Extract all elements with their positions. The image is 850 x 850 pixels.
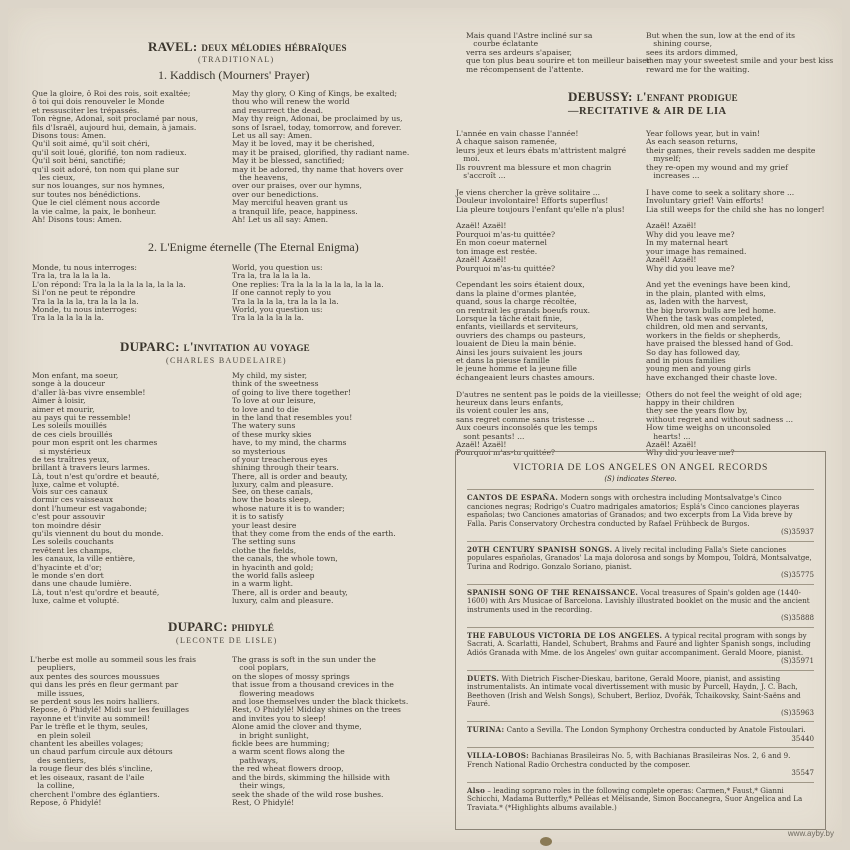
entry-heading: TURINA: bbox=[467, 725, 505, 734]
lyrics-english: My child, my sister, think of the sweetness of going to live there together! To love at our leisure, to love and to die in the land that resembles you! The watery suns of these murky skies have, to my mind, the charms so mysterious of your treacherous eyes shining through their tears. There, all is order and beauty, luxury, calm and pleasure. bbox=[232, 371, 353, 490]
entry-description: A lively recital including Falla's Siete canciones populares españolas, Granados' La maja dolorosa and songs by Mompou, Toldrá, Montsalvatge, Turina and Rodrigo. Gonzalo Soriano, pianist. bbox=[467, 544, 812, 571]
catalog-number: (S)35971 bbox=[781, 656, 814, 665]
composer-name: DEBUSSY: bbox=[568, 89, 633, 104]
work-subtitle: (TRADITIONAL) bbox=[198, 55, 275, 64]
lyrics-french: Que la gloire, ô Roi des rois, soit exaltée; ô toi qui dois renouveler le Monde et ressusciter les trépassés. Ton règne, Adonaï, soit proclamé par nous, fils d'Israël, aujourd hui, demain, à jamais. Disons tous: Amen. Qu'il soit aimé, qu'il soit chéri, qu'il soit loué, glorifié, ton nom radieux. Qu'il soit béni, sanctifié; qu'il soit adoré, ton nom qui plane sur les cieux, sur nos louanges, sur nos hymnes, sur toutes nos bénédictions. Que le ciel clément nous accorde la vie calme, la paix, le bonheur. Ah! Disons tous: Amen. bbox=[32, 89, 198, 225]
lyrics-french: L'année en vain chasse l'année! A chaque saison ramenée, leurs jeux et leurs ébats m'attristent malgré moi. Ils rouvrent ma blessure et mon chagrin s'accroît ... Je viens chercher la grève solitaire ... Douleur involontaire! Efforts superflus! Lia pleure toujours l'enfant qu'elle n'a plus! Azaël! Azaël! Pourquoi m'as-tu quittée? En mon coeur maternel ton image est restée. Azaël! Azaël! Pourquoi m'as-tu quittée? Cependant les soirs étaient doux, dans la plaine d'ormes plantée, quand, sous la charge récoltée, on rentrait les grands boeufs roux. Lorsque la tâche était finie, enfants, vieillards et serviteurs, ouvriers des champs ou pasteurs, louaient de Dieu la main bénie. Ainsi les jours suivaient les jours et dans la pieuse famille le jeune homme et la jeune fille échangeaient leurs chastes amours. D'autres ne sentent pas le poids de la vieillesse; heureux dans leurs enfants, ils voient couler les ans, sans regret comme sans tristesse ... Aux coeurs inconsolés que les temps sont pesants! ... Azaël! Azaël! Pourquoi m'as-tu quittée? bbox=[456, 129, 642, 458]
catalog-number: 35547 bbox=[791, 768, 814, 777]
work-title: deux mélodies hébraïques bbox=[201, 39, 347, 54]
song-title-enigme: 2. L'Enigme éternelle (The Eternal Enigma) bbox=[148, 240, 359, 254]
catalog-number: (S)35963 bbox=[781, 707, 814, 717]
lyrics-french-continued: Mais quand l'Astre incliné sur sa courbe éclatante verra ses ardeurs s'apaiser, que ton plus beau sourire et ton meilleur baiser me récompensent de l'attente. bbox=[466, 31, 651, 74]
catalog-entry bbox=[467, 721, 814, 747]
lyrics-english: Year follows year, but in vain! As each season returns, their games, their revels sadden me despite myself; they re-open my wound and my grief increases ... I have come to seek a solitary shore ... Involuntary grief! Vain efforts! Lia still weeps for the child she has no longer! Azaël! Azaël! Why did you leave me? In my maternal heart your image has remained. Azaël! Azaël! Why did you leave me? And yet the evenings have been kind, in the plain, planted with elms, as, laden with the harvest, the big brown bulls are led home. When the task was completed, children, old men and servants, workers in the fields or shepherds, have praised the blessed hand of God. So day has followed day, and in pious families young men and young girls have exchanged their chaste love. Others do not feel the weight of old age; happy in their children they see the years flow by, without regret and without sadness ... How time weighs on unconsoled hearts! ... Azaël! Azaël! Why did you leave me? bbox=[646, 129, 825, 458]
catalog-number: (S)35937 bbox=[781, 527, 814, 536]
catalog-title: VICTORIA DE LOS ANGELES ON ANGEL RECORDS bbox=[512, 462, 769, 473]
catalog-entry bbox=[467, 782, 814, 817]
entry-description: – leading soprano roles in the following complete operas: Carmen,* Faust,* Gianni Schicchi, Madama Butterfly,* Pelléas et Mélisande, Simon Boccanegra, Suor Angelica and La Traviata.* (*Highlights albums available.) bbox=[467, 785, 803, 812]
entry-heading: THE FABULOUS VICTORIA DE LOS ANGELES. bbox=[467, 630, 663, 640]
lyrics-english-continued: But when the sun, low at the end of its shining course, sees its ardors dimmed, then may your sweetest smile and your best kiss reward me for the waiting. bbox=[646, 31, 834, 74]
catalog-number: (S)35775 bbox=[781, 570, 814, 579]
work-subtitle: (CHARLES BAUDELAIRE) bbox=[166, 356, 287, 365]
angel-logo-icon bbox=[540, 837, 552, 846]
lyrics-french: Monde, tu nous interroges: Tra la, tra la la la la. L'on répond: Tra la la la la la la, la la la. Si l'on ne peut te répondre Tra la la la la, tra la la la la. Monde, tu nous interroges: Tra la la la la la la. bbox=[32, 263, 186, 323]
watermark: www.ayby.by bbox=[787, 829, 834, 838]
entry-heading: CANTOS DE ESPAÑA. bbox=[467, 493, 559, 502]
lyrics-french: Mon enfant, ma soeur, songe à la douceur d'aller là-bas vivre ensemble! Aimer à loisir, aimer et mourir, au pays qui te ressemble! Les soleils mouillés de ces ciels brouillés pour mon esprit ont les charmes si mystérieux de tes traîtres yeux, brillant à travers leurs larmes. Là, tout n'est qu'ordre et beauté, luxe, calme et volupté. bbox=[32, 371, 160, 490]
entry-description: Modern songs with orchestra including Montsalvatge's Cinco canciones negras; Rodrigo's Cuatro madrigales amatorios; Esplá's Cinco canciones playeras españolas; two Canciones amatorias of Granados; and two excerpts from La Vida breve by Falla. Paris Conservatory Orchestra conducted by Rafael Frühbeck de Burgos. bbox=[467, 493, 800, 528]
record-sleeve-back bbox=[8, 8, 842, 842]
catalog-entry bbox=[467, 541, 814, 584]
work-subtitle: —RECITATIVE & AIR DE LIA bbox=[568, 106, 727, 117]
lyrics-french: Vois sur ces canaux dormir ces vaisseaux dont l'humeur est vagabonde; c'est pour assouvir ton moindre désir qu'ils viennent du bout du monde. Les soleils couchants revêtent les champs, les canaux, la ville entière, d'hyacinte et d'or; le monde s'en dort dans une chaude lumière. Là, tout n'est qu'ordre et beauté, luxe, calme et volupté. bbox=[32, 487, 164, 606]
entry-heading: DUETS. bbox=[467, 673, 500, 683]
debussy-heading bbox=[568, 88, 738, 106]
entry-heading: SPANISH SONG OF THE RENAISSANCE. bbox=[467, 587, 639, 597]
catalog-number: (S)35888 bbox=[781, 613, 814, 622]
catalog-entry bbox=[467, 670, 814, 722]
angel-records-catalog bbox=[455, 451, 826, 830]
work-title: l'enfant prodigue bbox=[636, 89, 738, 104]
entry-heading: 20TH CENTURY SPANISH SONGS. bbox=[467, 544, 613, 554]
entry-description: Canto a Sevilla. The London Symphony Orchestra conducted by Anatole Fistoulari. bbox=[506, 725, 806, 734]
lyrics-english: World, you question us: Tra la, tra la la la la. One replies: Tra la la la la la la, la la la. If one cannot reply to you Tra la la la la, tra la la la la. World, you question us: Tra la la la la la la. bbox=[232, 263, 384, 323]
entry-description: Vocal treasures of Spain's golden age (1440-1600) with Ars Musicae of Barcelona. Lavishly illustrated booklet on the music and the ancient instruments used in the recording. bbox=[467, 587, 810, 614]
entry-description: With Dietrich Fischer-Dieskau, baritone, Gerald Moore, pianist, and assisting instrumentalists. An intimate vocal divertissement with music by Purcell, Haydn, J. C. Bach, Beethoven (Irish and Welsh Songs), Schubert, Berlioz, Dvořák, Tchaikovsky, Saint-Saëns and Fauré. bbox=[467, 673, 801, 708]
duparc-phidyle-heading bbox=[168, 618, 274, 636]
lyrics-english: May thy glory, O King of Kings, be exalted; thou who will renew the world and resurrect the dead. May thy reign, Adonai, be proclaimed by us, sons of Israel, today, tomorrow, and forever. Let us all say: Amen. May it be loved, may it be cherished, may it be praised, glorified, thy radiant name. May it be blessed, sanctified; may it be adored, thy name that hovers over the heavens, over our praises, over our hymns, over our benedictions. May merciful heaven grant us a tranquil life, peace, happiness. Ah! Let us all say: Amen. bbox=[232, 89, 410, 225]
catalog-entry bbox=[467, 627, 814, 670]
song-title-kaddisch: 1. Kaddisch (Mourners' Prayer) bbox=[158, 68, 310, 82]
work-subtitle: (LECONTE DE LISLE) bbox=[176, 636, 278, 645]
composer-name: DUPARC: bbox=[168, 619, 228, 634]
lyrics-french: L'herbe est molle au sommeil sous les frais peupliers, aux pentes des sources moussues qui dans les prés en fleur germant par mille issues, se perdent sous les noirs halliers. Repose, ô Phidylé! Midi sur les feuillages rayonne et t'invite au sommeil! Par le trèfle et le thym, seules, en plein soleil chantent les abeilles volages; un chaud parfum circule aux détours des sentiers, la rouge fleur des blés s'incline, et les oiseaux, rasant de l'aile la colline, cherchent l'ombre des églantiers. Repose, ô Phidylé! bbox=[30, 655, 196, 807]
catalog-entry bbox=[467, 489, 814, 541]
work-title: phidylé bbox=[231, 619, 275, 634]
catalog-entry bbox=[467, 584, 814, 627]
entry-description: A typical recital program with songs by Sacrati, A. Scarlatti, Handel, Schubert, Brahms and Fauré and lighter Spanish songs, including Adiós Granada with Mme. de los Angeles' own guitar accompaniment. Gerald Moore, pianist. bbox=[467, 630, 811, 657]
composer-name: DUPARC: bbox=[120, 339, 180, 354]
entry-heading: VILLA-LOBOS: bbox=[467, 751, 530, 760]
lyrics-english: The grass is soft in the sun under the cool poplars, on the slopes of mossy springs that issue from a thousand crevices in the flowering meadows and lose themselves under the black thickets. Rest, O Phidylé! Midday shines on the trees and invites you to sleep! Alone amid the clover and thyme, in bright sunlight, fickle bees are humming; a warm scent flows along the pathways, the red wheat flowers droop, and the birds, skimming the hillside with their wings, seek the shade of the wild rose bushes. Rest, O Phidylé! bbox=[232, 655, 409, 807]
work-title: l'invitation au voyage bbox=[183, 339, 310, 354]
catalog-number: 35440 bbox=[791, 733, 814, 743]
entry-description: Bachianas Brasileiras No. 5, with Bachianas Brasileiras Nos. 2, 6 and 9. French National Radio Orchestra conducted by the composer. bbox=[467, 751, 791, 769]
stereo-note: (S) indicates Stereo. bbox=[604, 475, 677, 483]
lyrics-english: See, on these canals, how the boats sleep, whose nature it is to wander; it is to satisfy your least desire that they come from the ends of the earth. The setting suns clothe the fields, the canals, the whole town, in hyacinth and gold; the world falls asleep in a warm light. There, all is order and beauty, luxury, calm and pleasure. bbox=[232, 487, 396, 606]
entry-heading: Also bbox=[467, 785, 486, 795]
ravel-heading bbox=[148, 38, 347, 56]
catalog-entries bbox=[467, 489, 814, 816]
catalog-entry bbox=[467, 747, 814, 782]
duparc-invitation-heading bbox=[120, 338, 310, 356]
composer-name: RAVEL: bbox=[148, 39, 198, 54]
